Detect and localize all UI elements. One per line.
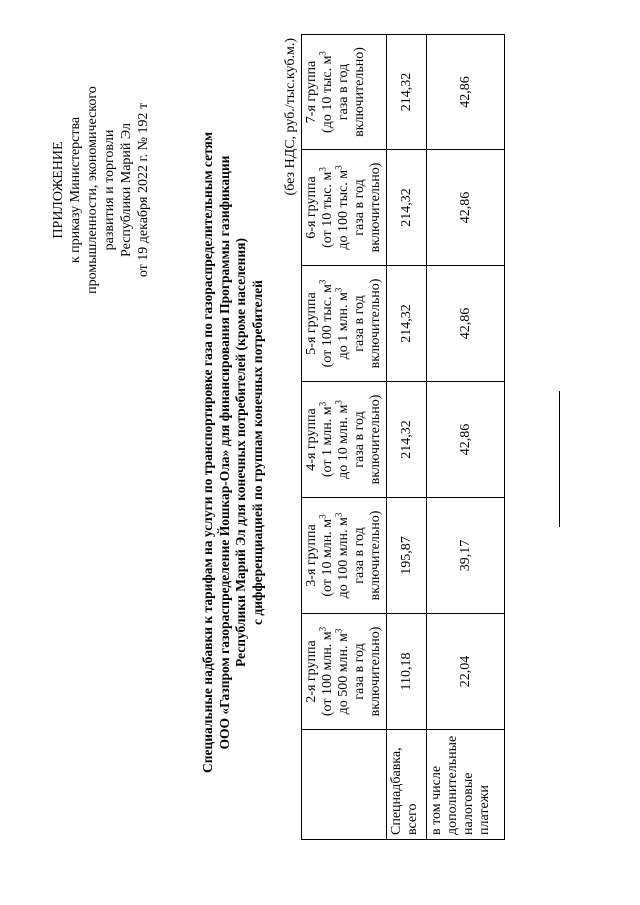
appendix-block	[50, 40, 152, 340]
value-cell: 42,86	[427, 35, 505, 150]
value-cell: 214,32	[387, 35, 427, 150]
title-line: с дифференциацией по группам конечных потребителей	[249, 280, 265, 625]
appendix-line: к приказу Министерства	[68, 116, 83, 264]
group-header-7: 7-я группа (до 10 тыс. $м^3$ газа в год включительно)	[302, 35, 387, 150]
appendix-line: Республики Марий Эл	[119, 123, 134, 257]
appendix-line: промышленности, экономического	[85, 86, 100, 294]
title-line: ООО «Газпром газораспределение Йошкар-Ола» для финансирования Программы газификации	[216, 155, 232, 750]
value-cell: 22,04	[427, 614, 505, 730]
value-cell: 195,87	[387, 498, 427, 614]
header-blank-cell	[302, 730, 387, 840]
value-cell: 42,86	[427, 382, 505, 498]
units-note: (без НДС, руб./тыс.куб.м.)	[283, 38, 298, 196]
group-header-5: 5-я группа (от 100 тыс. $м^3$ до 1 млн. $м^3$ газа в год включительно)	[302, 266, 387, 382]
appendix-line: от 19 декабря 2022 г. № 192 т	[136, 102, 151, 278]
row-label-total: Спецнадбавка, всего	[387, 730, 427, 840]
group-header-6: 6-я группа (от 10 тыс. $м^3$ до 100 тыс. $м^3$ газа в год включительно)	[302, 150, 387, 266]
appendix-line: ПРИЛОЖЕНИЕ	[51, 141, 66, 239]
tariff-table	[301, 34, 505, 840]
value-cell: 214,32	[387, 266, 427, 382]
value-cell: 42,86	[427, 266, 505, 382]
value-cell: 42,86	[427, 150, 505, 266]
appendix-line: развития и торговли	[102, 129, 117, 251]
table-row	[427, 35, 505, 840]
document-title	[200, 40, 266, 865]
group-header-4: 4-я группа (от 1 млн. $м^3$ до 10 млн. $м^3$ газа в год включительно)	[302, 382, 387, 498]
value-cell: 214,32	[387, 150, 427, 266]
header-row	[302, 35, 387, 840]
value-cell: 110,18	[387, 614, 427, 730]
value-cell: 39,17	[427, 498, 505, 614]
title-line: Республики Марий Эл для конечных потребителей (кроме населения)	[233, 238, 248, 668]
group-header-2: 2-я группа (от 100 млн. $м^3$ до 500 млн. $м^3$ газа в год включительно)	[302, 614, 387, 730]
table-row	[387, 35, 427, 840]
group-header-3: 3-я группа (от 10 млн. $м^3$ до 100 млн. $м^3$ газа в год включительно)	[302, 498, 387, 614]
signature-line	[559, 391, 560, 527]
row-label-tax: в том числе дополнительные налоговые платежи	[427, 730, 505, 840]
value-cell: 214,32	[387, 382, 427, 498]
title-line: Специальные надбавки к тарифам на услуги по транспортировке газа по газораспределительным сетям	[200, 131, 215, 774]
